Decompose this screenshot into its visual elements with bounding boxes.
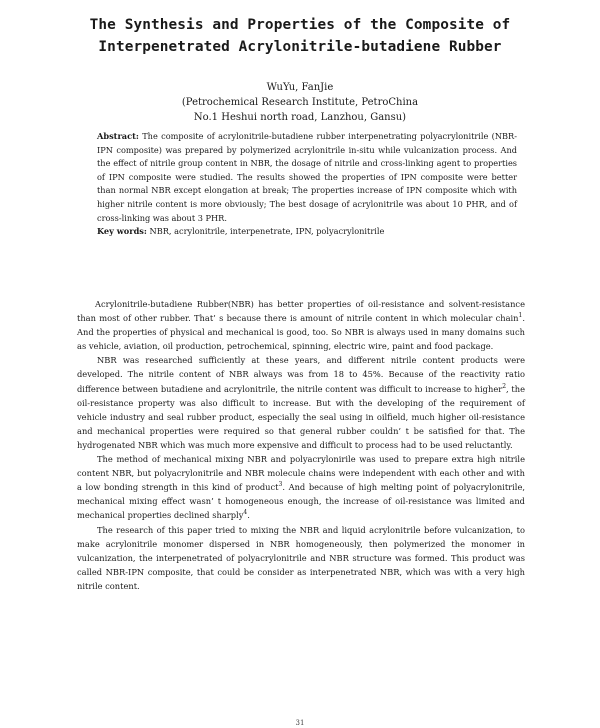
p2-text-b: , the oil-resistance property was also difficult to increase. But with the developing of the requirement of vehicle industry and seal rubber product, especially the seal using in oilfield, much higher oil-resistance and mechanical properties were required so that general rubber couldn’ t be satisfied for that. The hydrogenated NBR which was much more expensive and difficult to process had to be used reluctantly. bbox=[77, 383, 525, 450]
keywords-label: Key words: bbox=[97, 226, 147, 237]
citation-1: 1 bbox=[518, 312, 523, 320]
citation-3: 3 bbox=[278, 481, 283, 489]
title-line-1: The Synthesis and Properties of the Composite of bbox=[89, 17, 511, 33]
page-number: 31 bbox=[295, 719, 305, 727]
title-line-2: Interpenetrated Acrylonitrile-butadiene Rubber bbox=[98, 39, 502, 55]
paper-title bbox=[40, 14, 560, 58]
body-paragraph-1 bbox=[77, 297, 525, 353]
affiliation-line-1: (Petrochemical Research Institute, PetroChina bbox=[181, 97, 419, 108]
body-text bbox=[77, 297, 525, 593]
body-paragraph-4: The research of this paper tried to mixing the NBR and liquid acrylonitrile before vulcanization, to make acrylonitrile monomer dispersed in NBR homogeneously, then polymerized the monomer in vulcanization, the interpenetrated of polyacrylonitrile and NBR structure was formed. This product was called NBR-IPN composite, that could be consider as interpenetrated NBR, which was with a very high nitrile content. bbox=[77, 524, 525, 591]
author-block bbox=[80, 80, 520, 125]
affiliation-line-2: No.1 Heshui north road, Lanzhou, Gansu) bbox=[193, 112, 407, 123]
p1-text-b: . And the properties of physical and mechanical is good, too. So NBR is always used in many domains such as vehicle, aviation, oil production, petrochemical, spinning, electric wire, paint and food package. bbox=[77, 313, 525, 352]
abstract-section bbox=[97, 130, 517, 239]
p3-text-c: . bbox=[247, 510, 250, 521]
abstract-label: Abstract: bbox=[97, 131, 139, 141]
author-names: WuYu, FanJie bbox=[266, 82, 334, 93]
p2-text-a: NBR was researched sufficiently at these years, and different nitrile content products were developed. The nitrile content of NBR always was from 18 to 45%. Because of the reactivity ratio difference between butadiene and acrylonitrile, the nitrile content was difficult to increase to higher bbox=[77, 355, 525, 394]
keywords-paragraph bbox=[97, 225, 517, 239]
citation-4: 4 bbox=[243, 509, 248, 517]
abstract-paragraph bbox=[97, 130, 517, 225]
body-paragraph-3 bbox=[77, 452, 525, 522]
p1-text-a: Acrylonitrile-butadiene Rubber(NBR) has better properties of oil-resistance and solvent-resistance than most of other rubber. That’ s because there is amount of nitrile content in which molecular chain bbox=[77, 299, 525, 324]
citation-2: 2 bbox=[502, 382, 507, 390]
abstract-text: The composite of acrylonitrile-butadiene rubber interpenetrating polyacrylonitrile (NBR-IPN composite) was prepared by polymerized acrylonitrile in-situ while vulcanization process. And the effect of nitrile group content in NBR, the dosage of nitrile and cross-linking agent to properties of IPN composite were studied. The results showed the properties of IPN composite were better than normal NBR except elongation at break; The properties increase of IPN composite which with higher nitrile content is more obviously; The best dosage of acrylonitrile was about 10 PHR, and of cross-linking was about 3 PHR. bbox=[97, 131, 517, 223]
keywords-text: NBR, acrylonitrile, interpenetrate, IPN, polyacrylonitrile bbox=[149, 226, 385, 237]
body-paragraph-2 bbox=[77, 353, 525, 452]
p3-text-a: The method of mechanical mixing NBR and polyacrylonirile was used to prepare extra high nitrile content NBR, but polyacrylonitrile and NBR molecule chains were independent with each other and with a low bonding strength in this kind of product bbox=[77, 454, 525, 493]
p3-text-b: . And because of high melting point of polyacrylonitrile, mechanical mixing effect wasn’ t homogeneous enough, the increase of oil-resistance was limited and mechanical properties declined sharply bbox=[77, 482, 525, 521]
